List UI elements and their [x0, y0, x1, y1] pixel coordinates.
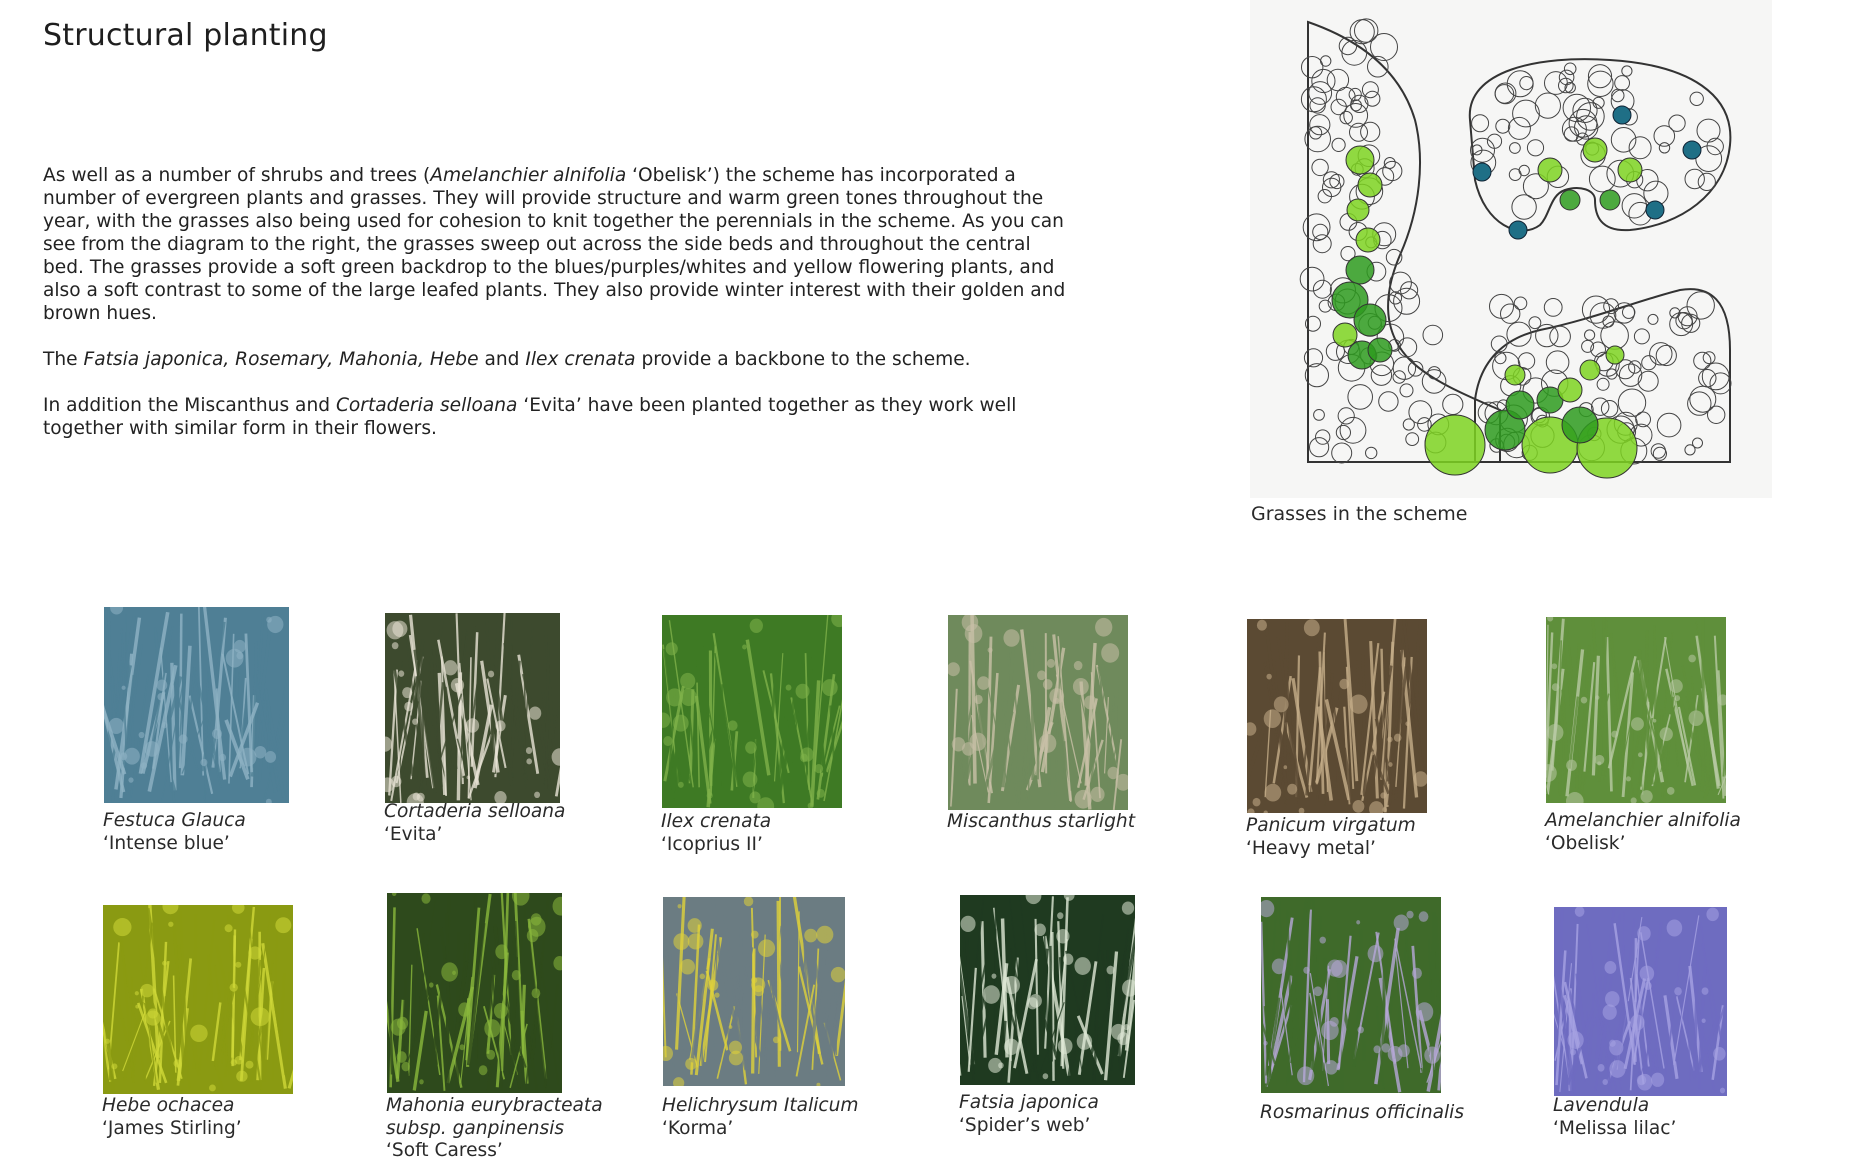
intro-paragraph-1: As well as a number of shrubs and trees (Amelanchier alnifolia ‘Obelisk’) the scheme has incorporated a number of evergreen plants and grasses. They will provide structure and warm green tones throughout the year, with the grasses also being used for cohesion to knit together the perennials in the scheme. As you can see from the diagram to the right, the grasses sweep out across the side beds and throughout the central bed. The grasses provide a soft green backdrop to the blues/purples/whites and yellow flowering plants, and also a soft contrast to some of the large leafed plants. They also provide winter interest with their golden and brown hues. — [43, 164, 1073, 325]
plant-cultivar-name: ‘Heavy metal’ — [1246, 838, 1416, 861]
planting-plan-drawing — [1250, 0, 1772, 498]
plant-cultivar-name: ‘Intense blue’ — [103, 833, 246, 856]
plant-card — [104, 607, 289, 803]
plant-card — [1247, 619, 1427, 813]
rosemary-photo — [1261, 897, 1441, 1093]
mahonia-photo — [387, 893, 562, 1093]
plant-card — [948, 615, 1128, 810]
diagram-caption: Grasses in the scheme — [1251, 503, 1467, 525]
plant-card — [1261, 897, 1441, 1093]
plant-caption — [661, 811, 771, 856]
grass-circles — [1332, 138, 1642, 478]
blue-grass-photo — [104, 607, 289, 803]
plant-caption — [947, 811, 1135, 834]
plant-latin-name: Festuca Glauca — [103, 810, 246, 833]
plant-cultivar-name: ‘Obelisk’ — [1545, 833, 1741, 856]
intro-text — [43, 164, 1073, 463]
plant-latin-name: Amelanchier alnifolia — [1545, 810, 1741, 833]
plant-card — [385, 613, 560, 803]
plant-cultivar-name: ‘Evita’ — [384, 824, 565, 847]
plant-latin-name: Mahonia eurybracteata subsp. ganpinensis — [386, 1095, 616, 1140]
plant-caption — [1260, 1102, 1464, 1125]
plant-latin-name: Ilex crenata — [661, 811, 771, 834]
intro-paragraph-2: The Fatsia japonica, Rosemary, Mahonia, Hebe and Ilex crenata provide a backbone to the scheme. — [43, 348, 1073, 371]
plant-cultivar-name: ‘Korma’ — [662, 1118, 859, 1141]
page-title: Structural planting — [43, 18, 328, 53]
plant-caption — [662, 1095, 859, 1140]
plant-card — [960, 895, 1135, 1085]
plant-card — [662, 615, 842, 808]
plant-latin-name: Miscanthus starlight — [947, 811, 1135, 834]
plant-card — [103, 905, 293, 1094]
plant-cultivar-name: ‘Spider’s web’ — [959, 1115, 1099, 1138]
plant-latin-name: Hebe ochacea — [102, 1095, 242, 1118]
plant-caption — [102, 1095, 242, 1140]
plant-caption — [1545, 810, 1741, 855]
holly-shrub-photo — [662, 615, 842, 808]
fatsia-photo — [960, 895, 1135, 1085]
plant-cultivar-name: ‘James Stirling’ — [102, 1118, 242, 1141]
plant-caption — [959, 1092, 1099, 1137]
plant-latin-name: Helichrysum Italicum — [662, 1095, 859, 1118]
plant-latin-name: Fatsia japonica — [959, 1092, 1099, 1115]
plant-latin-name: Lavendula — [1553, 1095, 1676, 1118]
miscanthus-photo — [948, 615, 1128, 810]
pampas-grass-photo — [385, 613, 560, 803]
helichrysum-photo — [663, 897, 845, 1086]
plant-caption — [1553, 1095, 1676, 1140]
plant-latin-name: Cortaderia selloana — [384, 801, 565, 824]
plant-caption — [103, 810, 246, 855]
plant-card — [387, 893, 562, 1093]
planting-diagram — [1250, 0, 1772, 498]
plant-cultivar-name: ‘Soft Caress’ — [386, 1140, 616, 1163]
plant-cultivar-name: ‘Melissa lilac’ — [1553, 1118, 1676, 1141]
plant-latin-name: Rosmarinus officinalis — [1260, 1102, 1464, 1125]
plant-card — [1554, 907, 1727, 1096]
panicum-photo — [1247, 619, 1427, 813]
intro-paragraph-3: In addition the Miscanthus and Cortaderia selloana ‘Evita’ have been planted together as they work well together with similar form in their flowers. — [43, 394, 1073, 440]
plant-card — [663, 897, 845, 1086]
amelanchier-photo — [1546, 617, 1726, 803]
plant-caption — [386, 1095, 616, 1163]
plant-latin-name: Panicum virgatum — [1246, 815, 1416, 838]
plant-caption — [384, 801, 565, 846]
hebe-photo — [103, 905, 293, 1094]
plant-card — [1546, 617, 1726, 803]
plant-cultivar-name: ‘Icoprius II’ — [661, 834, 771, 857]
lavender-photo — [1554, 907, 1727, 1096]
plant-caption — [1246, 815, 1416, 860]
